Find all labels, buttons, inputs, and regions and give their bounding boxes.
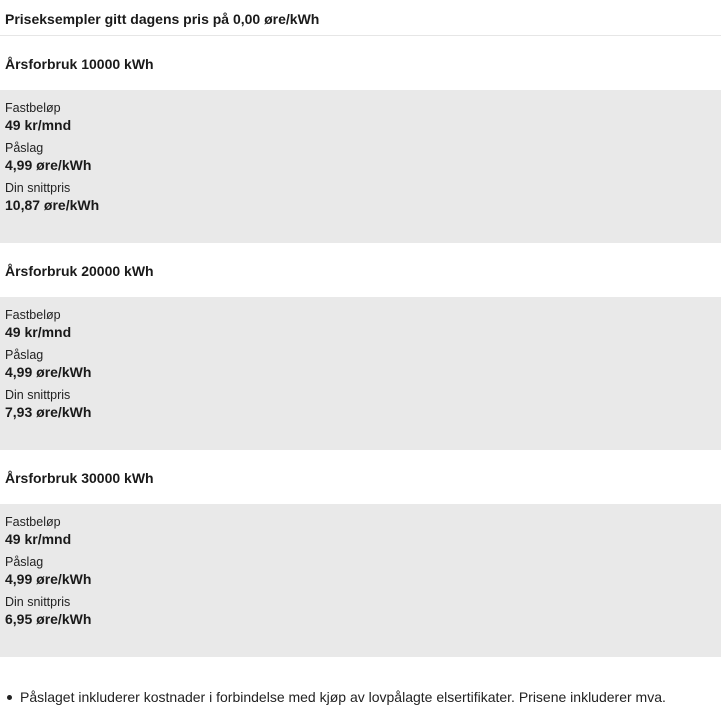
consumption-section-30000 xyxy=(0,450,721,657)
markup-label: Påslag xyxy=(5,555,44,569)
price-details xyxy=(0,504,721,657)
markup-row xyxy=(5,555,716,588)
average-price-label: Din snittpris xyxy=(5,181,71,195)
section-title: Årsforbruk 30000 kWh xyxy=(5,470,154,486)
section-title: Årsforbruk 20000 kWh xyxy=(5,263,154,279)
section-title: Årsforbruk 10000 kWh xyxy=(5,56,154,72)
markup-label: Påslag xyxy=(5,141,44,155)
markup-row xyxy=(5,141,716,174)
fixed-fee-label: Fastbeløp xyxy=(5,308,61,322)
average-price-value: 7,93 øre/kWh xyxy=(5,404,92,420)
price-details xyxy=(0,90,721,243)
markup-label: Påslag xyxy=(5,348,44,362)
page-title: Priseksempler gitt dagens pris på 0,00 øre/kWh xyxy=(5,11,320,27)
fixed-fee-value: 49 kr/mnd xyxy=(5,531,72,547)
fixed-fee-label: Fastbeløp xyxy=(5,515,61,529)
average-price-label: Din snittpris xyxy=(5,388,71,402)
average-price-row xyxy=(5,388,716,421)
average-price-row xyxy=(5,181,716,214)
fixed-fee-value: 49 kr/mnd xyxy=(5,117,72,133)
average-price-value: 6,95 øre/kWh xyxy=(5,611,92,627)
footnote xyxy=(0,689,721,705)
markup-row xyxy=(5,348,716,381)
price-details xyxy=(0,297,721,450)
markup-value: 4,99 øre/kWh xyxy=(5,364,92,380)
average-price-label: Din snittpris xyxy=(5,595,71,609)
fixed-fee-row xyxy=(5,308,716,341)
fixed-fee-value: 49 kr/mnd xyxy=(5,324,72,340)
average-price-row xyxy=(5,595,716,628)
markup-value: 4,99 øre/kWh xyxy=(5,571,92,587)
fixed-fee-row xyxy=(5,101,716,134)
consumption-section-10000 xyxy=(0,36,721,243)
average-price-value: 10,87 øre/kWh xyxy=(5,197,100,213)
fixed-fee-label: Fastbeløp xyxy=(5,101,61,115)
footnote-text: Påslaget inkluderer kostnader i forbindelse med kjøp av lovpålagte elsertifikater. Prisene inkluderer mva. xyxy=(20,689,666,705)
consumption-section-20000 xyxy=(0,243,721,450)
bullet-icon xyxy=(7,695,12,700)
fixed-fee-row xyxy=(5,515,716,548)
markup-value: 4,99 øre/kWh xyxy=(5,157,92,173)
price-examples-header xyxy=(0,0,721,36)
